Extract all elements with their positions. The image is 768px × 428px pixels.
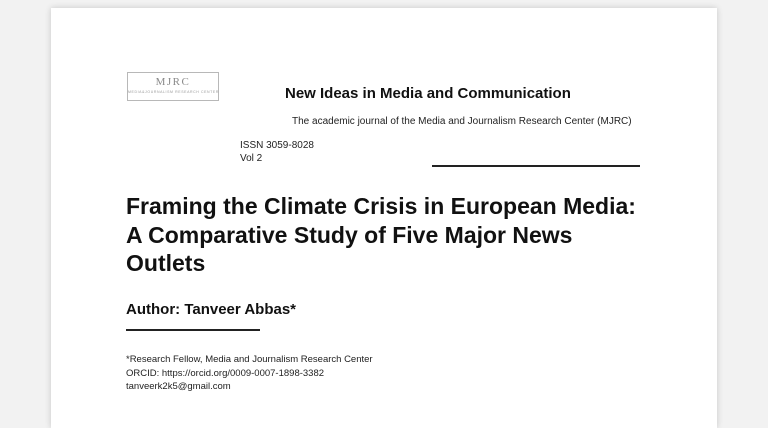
- header-divider: [432, 165, 640, 167]
- footnote-divider: [126, 329, 260, 331]
- logo-subtext: MEDIA&JOURNALISM RESEARCH CENTER: [128, 90, 219, 94]
- orcid-text: ORCID: https://orcid.org/0009-0007-1898-3382: [126, 367, 325, 379]
- author-line: Author: Tanveer Abbas*: [126, 301, 297, 318]
- journal-description: The academic journal of the Media and Journalism Research Center (MJRC): [292, 116, 632, 127]
- issn-block: [240, 139, 314, 165]
- issn-number: ISSN 3059-8028: [240, 140, 314, 151]
- journal-logo: [127, 72, 219, 101]
- document-page: [51, 8, 717, 428]
- email-text: tanveerk2k5@gmail.com: [126, 381, 231, 392]
- affiliation-text: *Research Fellow, Media and Journalism Research Center: [126, 354, 373, 365]
- author-footnote: [126, 353, 373, 394]
- volume-number: Vol 2: [240, 153, 263, 164]
- logo-text: MJRC: [155, 76, 191, 88]
- paper-title: Framing the Climate Crisis in European Media: A Comparative Study of Five Major News Outlets: [126, 193, 636, 276]
- journal-title: New Ideas in Media and Communication: [285, 85, 571, 102]
